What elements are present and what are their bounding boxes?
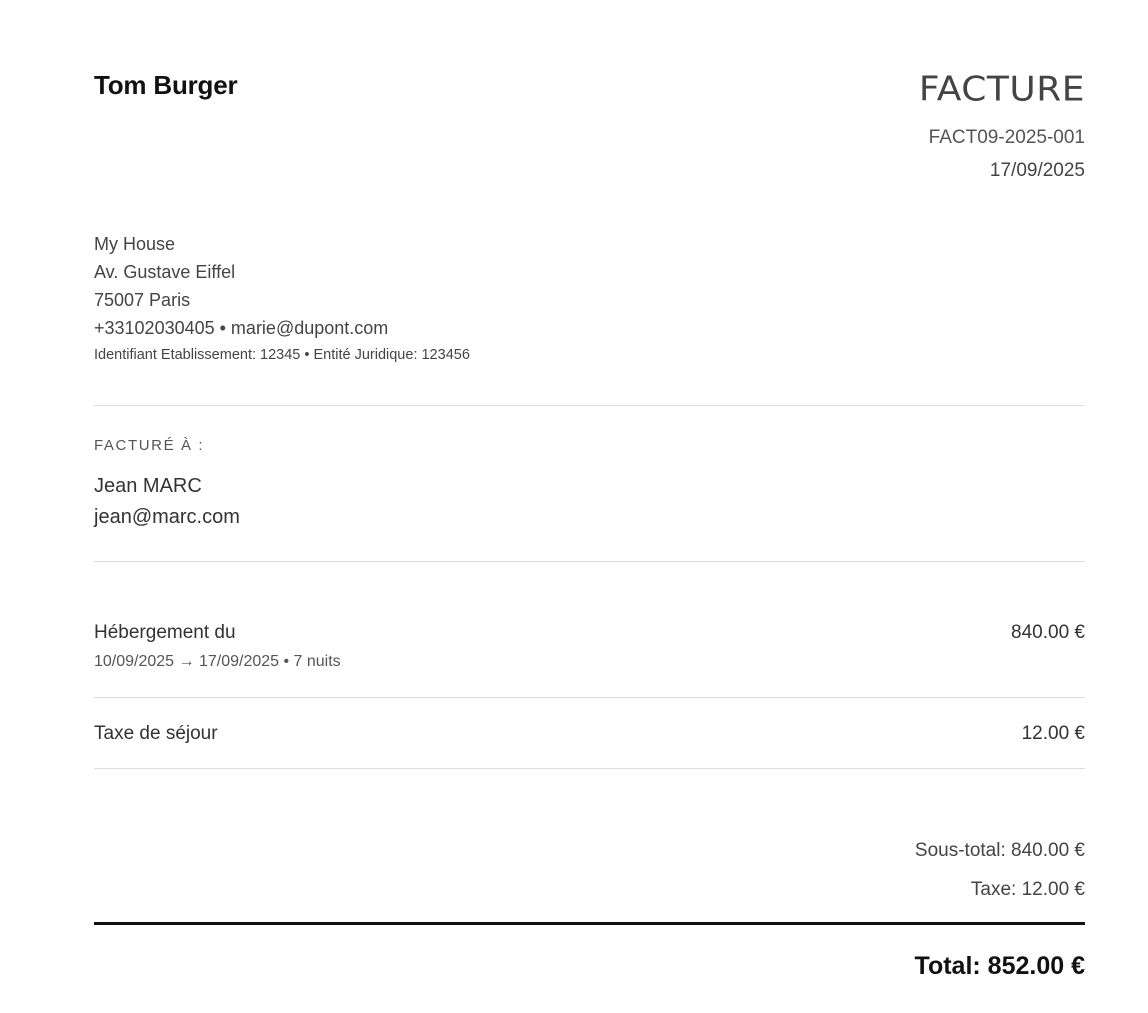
totals-block — [915, 838, 1085, 916]
divider — [94, 768, 1085, 769]
line-item-amount: 12.00 € — [1021, 723, 1085, 744]
total-divider — [94, 922, 1085, 925]
sender-street: Av. Gustave Eiffel — [94, 262, 236, 282]
client-email: jean@marc.com — [94, 506, 240, 528]
invoice-title: FACTURE — [918, 70, 1085, 109]
divider — [94, 405, 1085, 406]
divider — [94, 561, 1085, 562]
invoice-number: FACT09-2025-001 — [928, 127, 1085, 148]
sender-legal-ids: Identifiant Etablissement: 12345 • Entité Juridique: 123456 — [94, 347, 470, 363]
sender-contact: +33102030405 • marie@dupont.com — [94, 318, 389, 338]
line-item-accommodation — [94, 621, 1085, 672]
invoice-header — [919, 68, 1085, 183]
company-name: Tom Burger — [94, 70, 238, 100]
line-item-title: Taxe de séjour — [94, 723, 218, 744]
client-block — [94, 474, 240, 536]
line-item-dates: 10/09/2025 → 17/09/2025 • 7 nuits — [94, 653, 341, 670]
sender-city: 75007 Paris — [94, 290, 191, 310]
line-item-tourist-tax — [94, 722, 1085, 746]
divider — [94, 697, 1085, 698]
sender-block — [94, 232, 470, 363]
client-name: Jean MARC — [94, 475, 202, 497]
invoice-date: 17/09/2025 — [989, 160, 1085, 181]
subtotal: Sous-total: 840.00 € — [914, 840, 1085, 861]
tax-total: Taxe: 12.00 € — [970, 879, 1085, 900]
grand-total: Total: 852.00 € — [914, 952, 1085, 980]
sender-line-1: My House — [94, 234, 176, 254]
line-item-title: Hébergement du — [94, 622, 236, 643]
line-item-amount: 840.00 € — [1011, 622, 1085, 643]
billed-to-label: FACTURÉ À : — [94, 437, 205, 454]
